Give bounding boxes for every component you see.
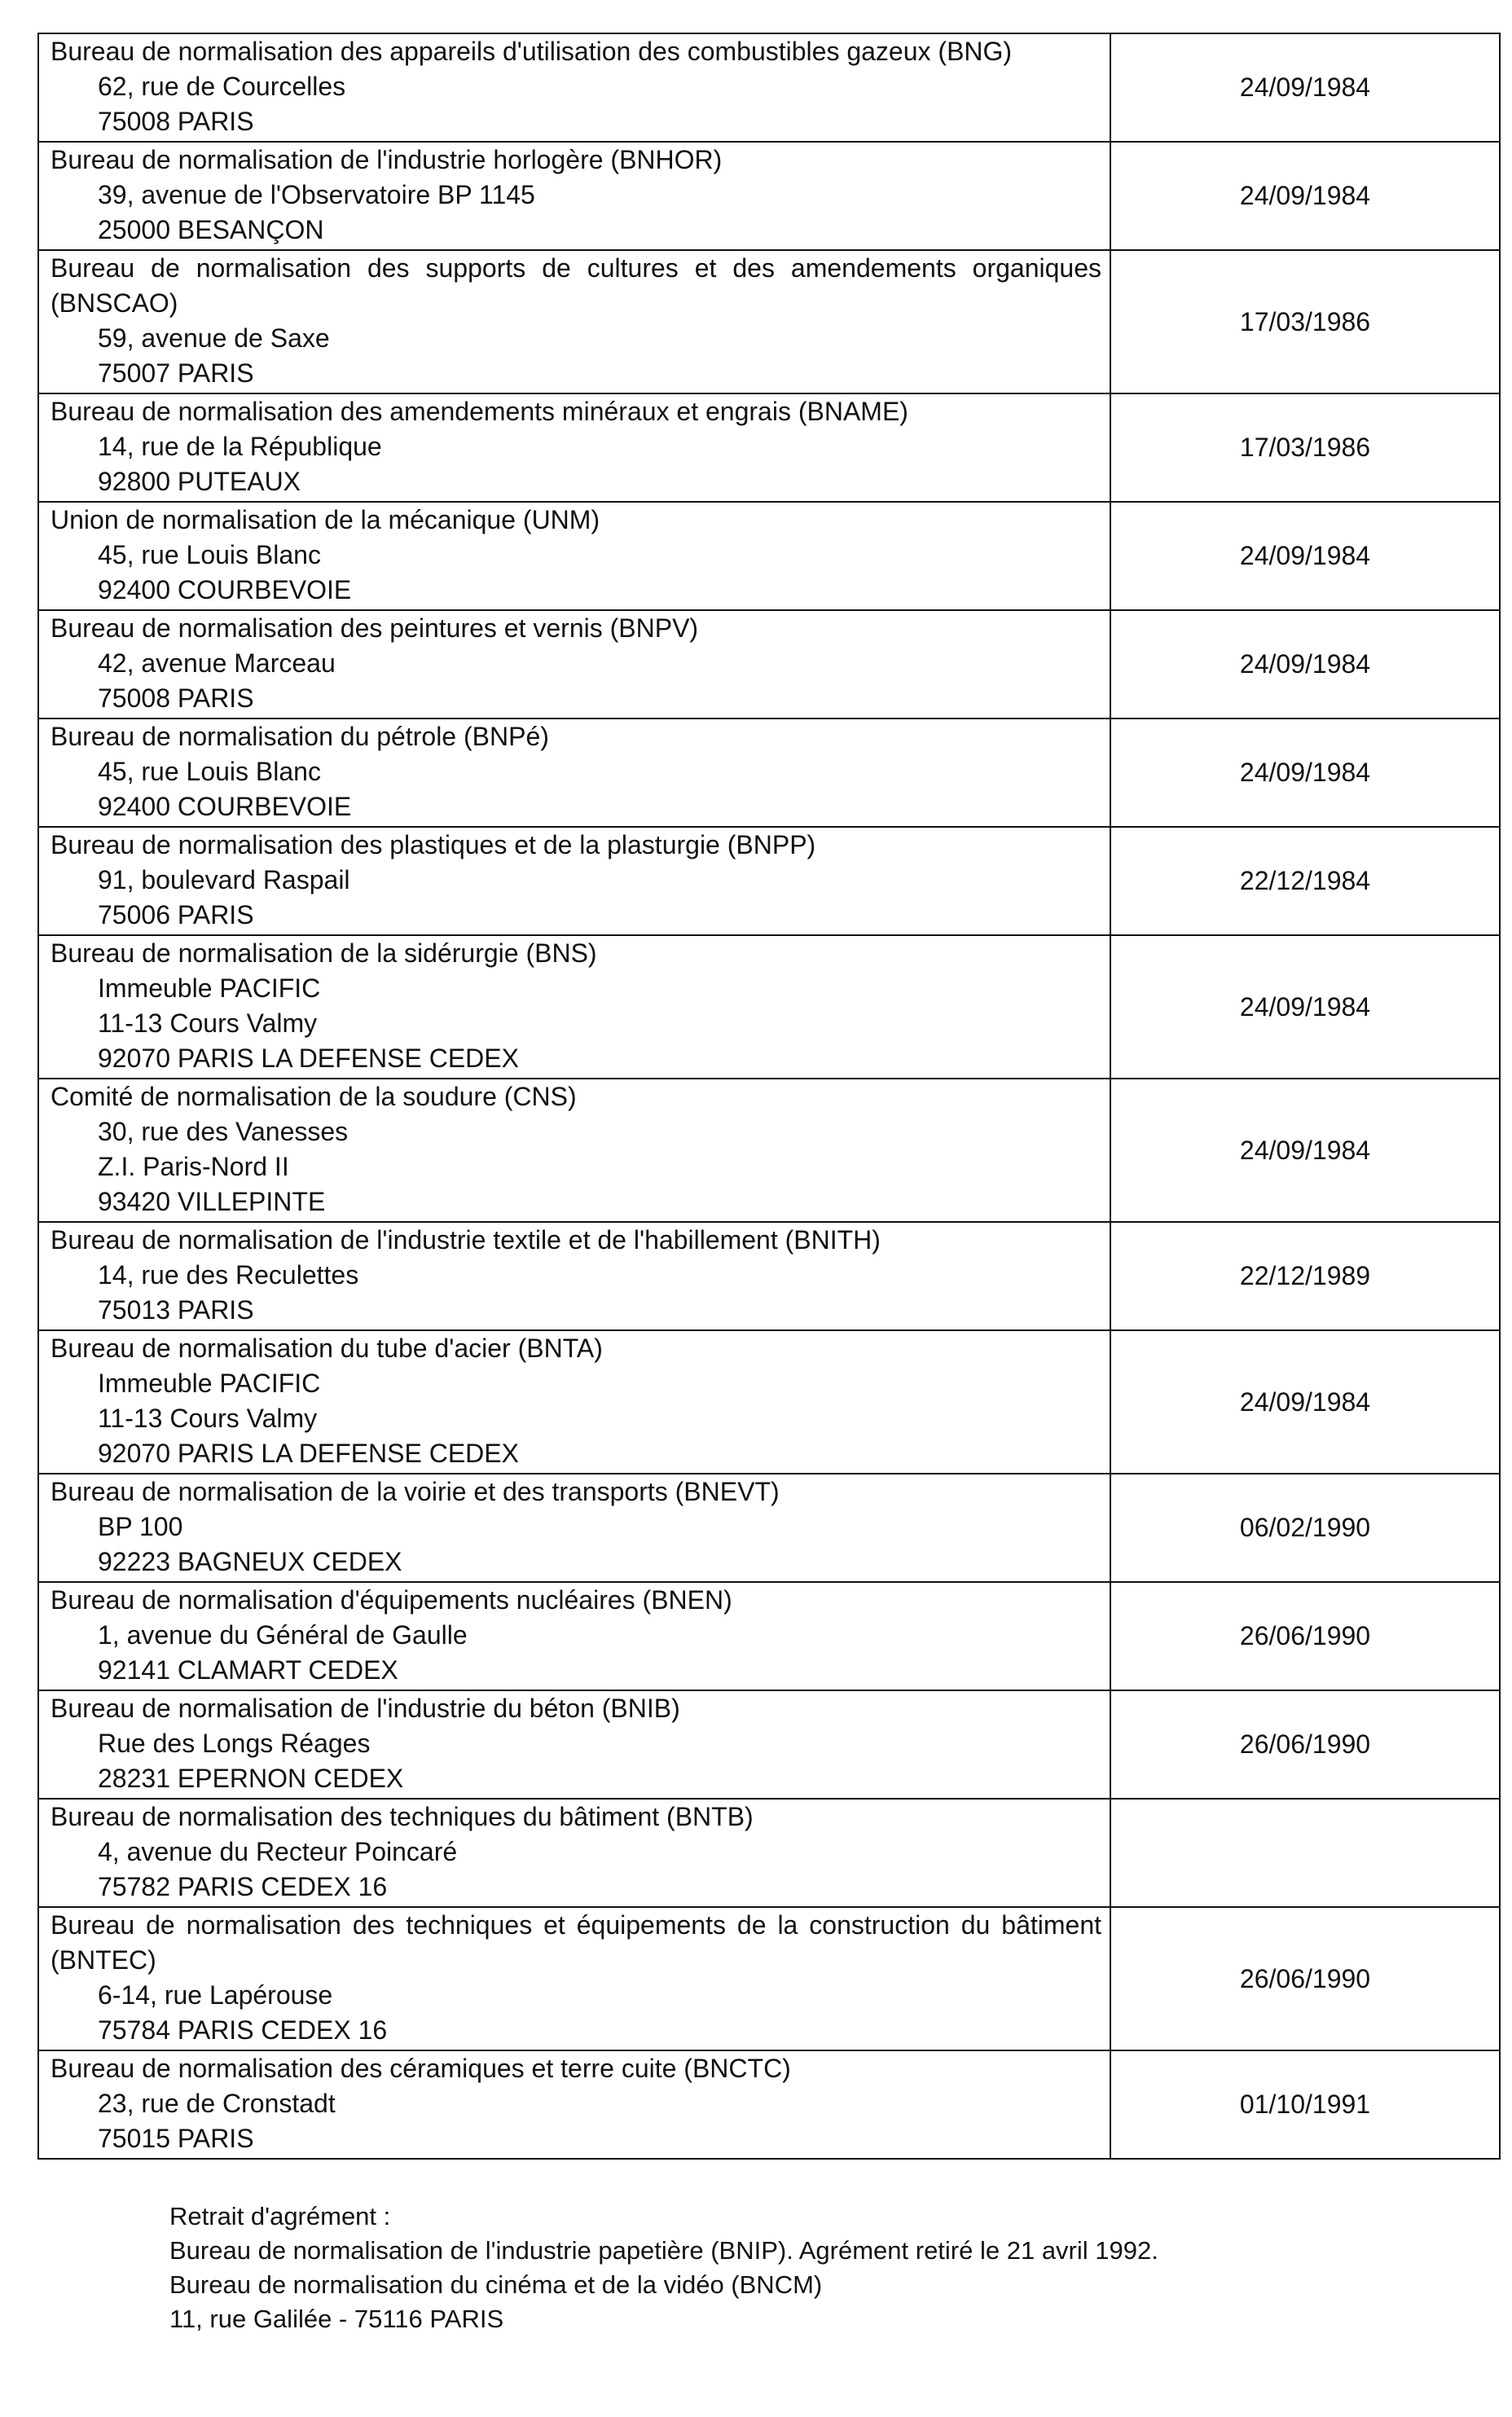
organization-cell bbox=[38, 250, 1110, 393]
address-line: 92141 CLAMART CEDEX bbox=[98, 1655, 398, 1685]
organization-cell bbox=[38, 1582, 1110, 1690]
address-line: 75013 PARIS bbox=[98, 1295, 254, 1325]
organization-cell bbox=[38, 393, 1110, 502]
organization-name: Bureau de normalisation des céramiques et terre cuite (BNCTC) bbox=[51, 2054, 791, 2083]
organization-name: Bureau de normalisation de l'industrie du béton (BNIB) bbox=[51, 1694, 680, 1723]
address-line: 59, avenue de Saxe bbox=[98, 323, 330, 353]
table-row bbox=[38, 1330, 1500, 1474]
address-line: 92070 PARIS LA DEFENSE CEDEX bbox=[98, 1439, 519, 1468]
organization-cell bbox=[38, 1690, 1110, 1799]
table-row bbox=[38, 33, 1500, 142]
withdrawal-line: Bureau de normalisation de l'industrie papetière (BNIP). Agrément retiré le 21 avril 1992. bbox=[169, 2236, 1158, 2265]
withdrawal-line: 11, rue Galilée - 75116 PARIS bbox=[169, 2305, 504, 2333]
address-line: 92800 PUTEAUX bbox=[98, 467, 301, 496]
address-line: 42, avenue Marceau bbox=[98, 648, 336, 678]
address-line: 92400 COURBEVOIE bbox=[98, 575, 352, 604]
address-line: 92400 COURBEVOIE bbox=[98, 792, 352, 821]
approval-date: 01/10/1991 bbox=[1110, 2050, 1500, 2159]
approval-date: 24/09/1984 bbox=[1110, 502, 1500, 610]
organization-name: Bureau de normalisation des amendements minéraux et engrais (BNAME) bbox=[51, 397, 908, 426]
organization-cell bbox=[38, 502, 1110, 610]
table-row bbox=[38, 1582, 1500, 1690]
table-row bbox=[38, 1907, 1500, 2050]
approval-date: 17/03/1986 bbox=[1110, 393, 1500, 502]
address-line: 14, rue des Reculettes bbox=[98, 1260, 359, 1290]
organization-name: Bureau de normalisation des appareils d'utilisation des combustibles gazeux (BNG) bbox=[51, 37, 1013, 66]
address-line: 92223 BAGNEUX CEDEX bbox=[98, 1547, 402, 1576]
organization-cell bbox=[38, 610, 1110, 719]
address-line: 11-13 Cours Valmy bbox=[98, 1404, 318, 1433]
approval-date bbox=[1110, 1799, 1500, 1907]
address-line: Immeuble PACIFIC bbox=[98, 973, 321, 1003]
withdrawal-heading: Retrait d'agrément : bbox=[169, 2202, 391, 2230]
address-line: 75008 PARIS bbox=[98, 107, 254, 136]
organization-name: Bureau de normalisation de la voirie et des transports (BNEVT) bbox=[51, 1477, 780, 1506]
approval-date: 26/06/1990 bbox=[1110, 1907, 1500, 2050]
withdrawal-notes bbox=[169, 2199, 1440, 2336]
address-line: 91, boulevard Raspail bbox=[98, 865, 350, 894]
organization-name: Bureau de normalisation des supports de cultures et des amendements organiques (BNSCAO) bbox=[51, 253, 1101, 318]
approval-date: 06/02/1990 bbox=[1110, 1474, 1500, 1582]
address-line: 45, rue Louis Blanc bbox=[98, 540, 321, 569]
organization-cell bbox=[38, 142, 1110, 250]
address-line: 30, rue des Vanesses bbox=[98, 1117, 349, 1146]
address-line: 92070 PARIS LA DEFENSE CEDEX bbox=[98, 1044, 519, 1073]
table-row bbox=[38, 827, 1500, 935]
table-row bbox=[38, 250, 1500, 393]
approval-date: 24/09/1984 bbox=[1110, 33, 1500, 142]
organization-cell bbox=[38, 935, 1110, 1079]
organization-cell bbox=[38, 1907, 1110, 2050]
organization-cell bbox=[38, 1799, 1110, 1907]
approval-date: 24/09/1984 bbox=[1110, 1079, 1500, 1222]
address-line: BP 100 bbox=[98, 1512, 183, 1541]
organization-cell bbox=[38, 33, 1110, 142]
table-row bbox=[38, 1474, 1500, 1582]
table-row bbox=[38, 719, 1500, 827]
address-line: 93420 VILLEPINTE bbox=[98, 1187, 326, 1216]
organization-cell bbox=[38, 1079, 1110, 1222]
address-line: 75008 PARIS bbox=[98, 683, 254, 713]
address-line: 14, rue de la République bbox=[98, 432, 382, 461]
address-line: 75015 PARIS bbox=[98, 2124, 254, 2153]
address-line: 25000 BESANÇON bbox=[98, 215, 324, 244]
organization-name: Bureau de normalisation des techniques et équipements de la construction du bâtiment (BNTEC) bbox=[51, 1910, 1101, 1975]
address-line: 75784 PARIS CEDEX 16 bbox=[98, 2015, 388, 2045]
organization-name: Bureau de normalisation du tube d'acier (BNTA) bbox=[51, 1334, 603, 1363]
address-line: 11-13 Cours Valmy bbox=[98, 1009, 318, 1038]
approval-date: 22/12/1989 bbox=[1110, 1222, 1500, 1330]
organization-name: Bureau de normalisation de la sidérurgie (BNS) bbox=[51, 938, 597, 968]
address-line: Z.I. Paris-Nord II bbox=[98, 1152, 289, 1181]
table-row bbox=[38, 1690, 1500, 1799]
standards-bureau-table bbox=[37, 33, 1501, 2160]
approval-date: 24/09/1984 bbox=[1110, 719, 1500, 827]
organization-name: Bureau de normalisation de l'industrie horlogère (BNHOR) bbox=[51, 145, 723, 174]
organization-name: Bureau de normalisation du pétrole (BNPé) bbox=[51, 722, 549, 751]
address-line: 75782 PARIS CEDEX 16 bbox=[98, 1872, 388, 1901]
table-row bbox=[38, 142, 1500, 250]
table-row bbox=[38, 393, 1500, 502]
organization-name: Bureau de normalisation de l'industrie textile et de l'habillement (BNITH) bbox=[51, 1225, 881, 1255]
organization-cell bbox=[38, 719, 1110, 827]
table-row bbox=[38, 1079, 1500, 1222]
table-row bbox=[38, 610, 1500, 719]
organization-name: Bureau de normalisation des techniques du bâtiment (BNTB) bbox=[51, 1802, 754, 1831]
address-line: Immeuble PACIFIC bbox=[98, 1369, 321, 1398]
approval-date: 24/09/1984 bbox=[1110, 142, 1500, 250]
organization-cell bbox=[38, 1222, 1110, 1330]
address-line: 23, rue de Cronstadt bbox=[98, 2089, 336, 2118]
address-line: 1, avenue du Général de Gaulle bbox=[98, 1620, 468, 1650]
address-line: Rue des Longs Réages bbox=[98, 1729, 371, 1758]
address-line: 62, rue de Courcelles bbox=[98, 72, 346, 101]
table-row bbox=[38, 502, 1500, 610]
approval-date: 24/09/1984 bbox=[1110, 1330, 1500, 1474]
address-line: 39, avenue de l'Observatoire BP 1145 bbox=[98, 180, 535, 209]
table-body bbox=[38, 33, 1500, 2159]
organization-name: Bureau de normalisation d'équipements nucléaires (BNEN) bbox=[51, 1585, 732, 1615]
organization-cell bbox=[38, 1330, 1110, 1474]
organization-name: Bureau de normalisation des peintures et vernis (BNPV) bbox=[51, 613, 699, 643]
address-line: 75006 PARIS bbox=[98, 900, 254, 929]
address-line: 6-14, rue Lapérouse bbox=[98, 1980, 333, 2010]
approval-date: 17/03/1986 bbox=[1110, 250, 1500, 393]
address-line: 28231 EPERNON CEDEX bbox=[98, 1764, 404, 1793]
organization-name: Comité de normalisation de la soudure (CNS) bbox=[51, 1082, 577, 1111]
organization-cell bbox=[38, 827, 1110, 935]
organization-name: Bureau de normalisation des plastiques et de la plasturgie (BNPP) bbox=[51, 830, 816, 859]
withdrawal-line: Bureau de normalisation du cinéma et de la vidéo (BNCM) bbox=[169, 2270, 823, 2299]
organization-cell bbox=[38, 1474, 1110, 1582]
approval-date: 26/06/1990 bbox=[1110, 1690, 1500, 1799]
address-line: 4, avenue du Recteur Poincaré bbox=[98, 1837, 458, 1866]
table-row bbox=[38, 1222, 1500, 1330]
organization-name: Union de normalisation de la mécanique (UNM) bbox=[51, 505, 600, 534]
approval-date: 24/09/1984 bbox=[1110, 935, 1500, 1079]
address-line: 75007 PARIS bbox=[98, 358, 254, 388]
approval-date: 26/06/1990 bbox=[1110, 1582, 1500, 1690]
table-row bbox=[38, 1799, 1500, 1907]
address-line: 45, rue Louis Blanc bbox=[98, 757, 321, 786]
approval-date: 22/12/1984 bbox=[1110, 827, 1500, 935]
table-row bbox=[38, 935, 1500, 1079]
table-row bbox=[38, 2050, 1500, 2159]
organization-cell bbox=[38, 2050, 1110, 2159]
approval-date: 24/09/1984 bbox=[1110, 610, 1500, 719]
